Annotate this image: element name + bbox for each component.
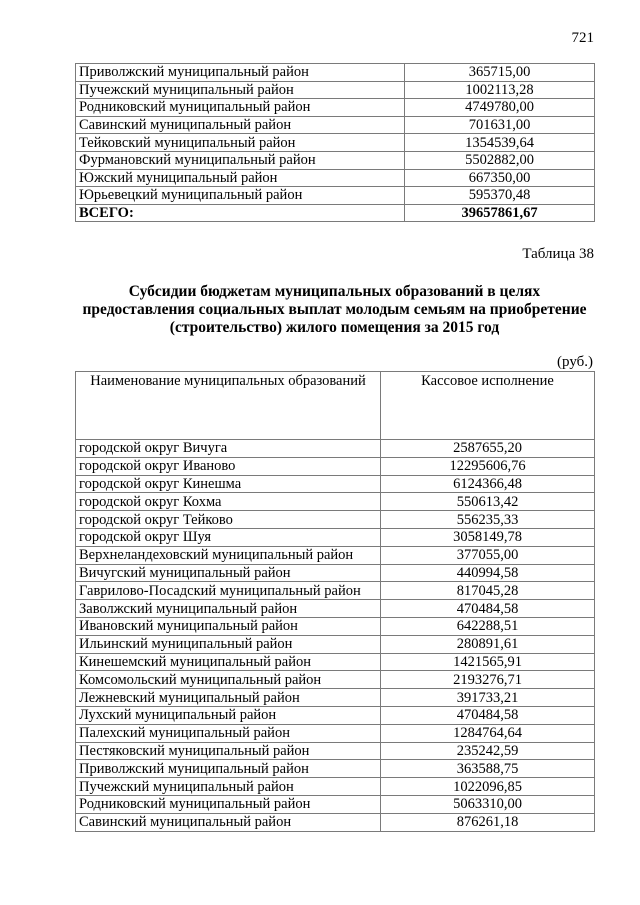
row-value: 1354539,64 [405, 134, 595, 152]
table-row [76, 564, 595, 582]
table-row [76, 187, 595, 205]
row-value: 470484,58 [381, 706, 595, 724]
table-number-label: Таблица 38 [522, 246, 594, 262]
header-value: Кассовое исполнение [381, 372, 595, 440]
row-name: Приволжский муниципальный район [76, 760, 381, 778]
table-row [76, 475, 595, 493]
row-value: 470484,58 [381, 600, 595, 618]
row-name: Пучежский муниципальный район [76, 81, 405, 99]
row-value: 1284764,64 [381, 724, 595, 742]
row-name: Гаврилово-Посадский муниципальный район [76, 582, 381, 600]
row-value: 363588,75 [381, 760, 595, 778]
row-value: 701631,00 [405, 116, 595, 134]
header-name: Наименование муниципальных образований [76, 372, 381, 440]
table-row [76, 795, 595, 813]
row-value: 2587655,20 [381, 440, 595, 458]
row-name: Родниковский муниципальный район [76, 99, 405, 117]
row-value: 550613,42 [381, 493, 595, 511]
row-value: 235242,59 [381, 742, 595, 760]
table-row [76, 617, 595, 635]
table-row [76, 457, 595, 475]
row-value: 876261,18 [381, 813, 595, 831]
row-name: Ильинский муниципальный район [76, 635, 381, 653]
table-row [76, 116, 595, 134]
row-name: Лежневский муниципальный район [76, 689, 381, 707]
row-name: Комсомольский муниципальный район [76, 671, 381, 689]
row-value: 5502882,00 [405, 151, 595, 169]
row-value: 1421565,91 [381, 653, 595, 671]
table-row [76, 99, 595, 117]
page-number: 721 [571, 30, 594, 46]
row-value: 280891,61 [381, 635, 595, 653]
table-row [76, 689, 595, 707]
total-row [76, 204, 595, 222]
table-row [76, 493, 595, 511]
table-title-line: Субсидии бюджетам муниципальных образований в целях [128, 283, 541, 300]
table-row [76, 511, 595, 529]
row-name: городской округ Кинешма [76, 475, 381, 493]
row-name: городской округ Иваново [76, 457, 381, 475]
total-label: ВСЕГО: [76, 204, 405, 222]
row-value: 3058149,78 [381, 528, 595, 546]
row-name: Фурмановский муниципальный район [76, 151, 405, 169]
table-row [76, 582, 595, 600]
table-title-line: предоставления социальных выплат молодым семьям на приобретение [82, 301, 587, 318]
row-name: Пестяковский муниципальный район [76, 742, 381, 760]
row-name: Савинский муниципальный район [76, 813, 381, 831]
table-row [76, 151, 595, 169]
row-value: 365715,00 [405, 64, 595, 82]
header-row [76, 372, 595, 440]
row-name: Приволжский муниципальный район [76, 64, 405, 82]
table-row [76, 81, 595, 99]
row-name: городской округ Кохма [76, 493, 381, 511]
unit-label: (руб.) [557, 354, 593, 370]
row-name: Юрьевецкий муниципальный район [76, 187, 405, 205]
row-value: 391733,21 [381, 689, 595, 707]
table-row [76, 813, 595, 831]
row-name: Кинешемский муниципальный район [76, 653, 381, 671]
table-row [76, 528, 595, 546]
row-name: Вичугский муниципальный район [76, 564, 381, 582]
row-name: городской округ Вичуга [76, 440, 381, 458]
row-name: Палехский муниципальный район [76, 724, 381, 742]
row-name: Верхнеландеховский муниципальный район [76, 546, 381, 564]
row-value: 12295606,76 [381, 457, 595, 475]
row-value: 1002113,28 [405, 81, 595, 99]
row-value: 1022096,85 [381, 778, 595, 796]
table-row [76, 706, 595, 724]
row-value: 440994,58 [381, 564, 595, 582]
table-title-line: (строительство) жилого помещения за 2015 год [169, 319, 500, 336]
table-row [76, 600, 595, 618]
row-name: городской округ Тейково [76, 511, 381, 529]
table-row [76, 671, 595, 689]
row-value: 595370,48 [405, 187, 595, 205]
table-title [75, 283, 594, 337]
row-name: Пучежский муниципальный район [76, 778, 381, 796]
row-value: 2193276,71 [381, 671, 595, 689]
row-value: 377055,00 [381, 546, 595, 564]
row-name: Лухский муниципальный район [76, 706, 381, 724]
row-value: 817045,28 [381, 582, 595, 600]
row-value: 5063310,00 [381, 795, 595, 813]
row-value: 556235,33 [381, 511, 595, 529]
table-row [76, 64, 595, 82]
row-value: 667350,00 [405, 169, 595, 187]
table-row [76, 778, 595, 796]
row-value: 4749780,00 [405, 99, 595, 117]
row-value: 642288,51 [381, 617, 595, 635]
row-name: Савинский муниципальный район [76, 116, 405, 134]
table-row [76, 635, 595, 653]
table-row [76, 546, 595, 564]
row-name: Ивановский муниципальный район [76, 617, 381, 635]
row-name: Заволжский муниципальный район [76, 600, 381, 618]
table-row [76, 653, 595, 671]
table-row [76, 760, 595, 778]
row-name: Южский муниципальный район [76, 169, 405, 187]
row-value: 6124366,48 [381, 475, 595, 493]
row-name: Родниковский муниципальный район [76, 795, 381, 813]
table-row [76, 169, 595, 187]
total-value: 39657861,67 [405, 204, 595, 222]
continued-table [75, 63, 595, 222]
table-row [76, 134, 595, 152]
row-name: городской округ Шуя [76, 528, 381, 546]
table-row [76, 724, 595, 742]
row-name: Тейковский муниципальный район [76, 134, 405, 152]
table-row [76, 742, 595, 760]
table-row [76, 440, 595, 458]
subsidies-table [75, 371, 595, 832]
